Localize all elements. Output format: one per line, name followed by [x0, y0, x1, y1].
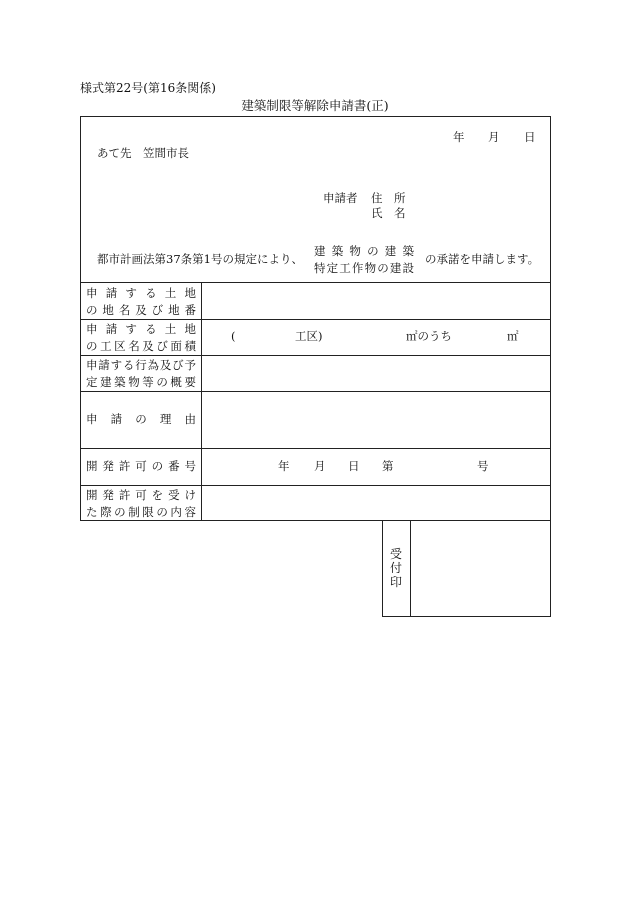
row-label-land-lot-2: の地名及び地番: [86, 303, 196, 317]
row-label-reason: 申請の理由: [86, 412, 196, 426]
addressee: あて先 笠間市長: [97, 146, 189, 160]
row-label-activity-2: 定建築物等の概要: [86, 375, 196, 389]
label-column-divider: [201, 282, 202, 521]
form-number: 様式第22号(第16条関係): [80, 81, 216, 95]
receipt-char-3: 印: [389, 574, 402, 589]
row-divider: [80, 355, 551, 356]
receipt-char-1: 受: [389, 547, 402, 561]
permit-year-label: 年: [278, 459, 290, 473]
date-month-label: 月: [488, 130, 500, 144]
form-title: 建築制限等解除申請書(正): [241, 98, 389, 113]
date-day-label: 日: [524, 130, 536, 144]
date-year-label: 年: [453, 130, 465, 144]
receipt-stamp-divider: [410, 520, 411, 617]
statement-prefix: 都市計画法第37条第1号の規定により、: [97, 252, 303, 266]
statement-suffix: の承諾を申請します。: [425, 252, 540, 266]
option-structure: 特定工作物の建設: [314, 261, 414, 275]
receipt-stamp-label: [382, 548, 410, 589]
row-label-permit-number: 開発許可の番号: [86, 459, 196, 473]
row-divider: [80, 282, 551, 283]
address-label: 住 所: [371, 191, 406, 205]
ward-open-paren: (: [231, 329, 236, 343]
area-unit: ㎡: [507, 329, 519, 343]
permit-dai-label: 第: [382, 459, 394, 473]
row-divider: [80, 391, 551, 392]
row-label-ward-area-1: 申請する土地: [86, 322, 196, 336]
row-divider: [80, 319, 551, 320]
row-label-restriction-1: 開発許可を受け: [86, 488, 196, 502]
row-label-land-lot-1: 申請する土地: [86, 286, 196, 300]
applicant-label: 申請者: [323, 191, 358, 205]
ward-label: 工区): [295, 329, 323, 343]
permit-go-label: 号: [477, 459, 489, 473]
option-building: 建築物の建築: [314, 244, 414, 258]
area-of-label: ㎡のうち: [406, 329, 452, 343]
receipt-char-2: 付: [389, 560, 402, 575]
permit-day-label: 日: [348, 459, 360, 473]
row-divider: [80, 448, 551, 449]
row-label-activity-1: 申請する行為及び予: [86, 358, 196, 372]
permit-month-label: 月: [314, 459, 326, 473]
name-label: 氏 名: [371, 206, 406, 220]
row-label-restriction-2: た際の制限の内容: [86, 505, 196, 519]
row-divider: [80, 485, 551, 486]
row-label-ward-area-2: の工区名及び面積: [86, 339, 196, 353]
